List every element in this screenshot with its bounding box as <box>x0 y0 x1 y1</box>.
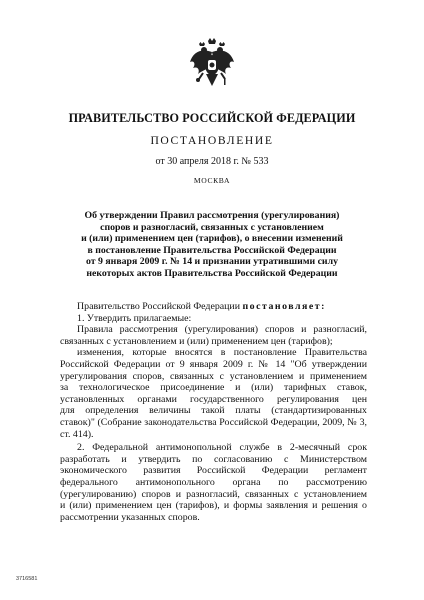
heading-line: некоторых актов Правительства Российской Федерации <box>86 267 338 279</box>
document-type: ПОСТАНОВЛЕНИЕ <box>150 134 274 147</box>
body-line: Правила рассмотрения (урегулирования) споров и разногласий, <box>77 324 367 336</box>
body-line: 2. Федеральной антимонопольной службе в 2-месячный срок <box>77 442 367 454</box>
intro-text: Правительство Российской Федерации <box>77 301 243 312</box>
body-line: изменения, которые вносятся в постановление Правительства <box>77 347 367 359</box>
body-line: урегулирования споров, связанных с установлением и применением <box>60 370 367 382</box>
body-line: за технологическое присоединение и (или) тарифных ставок, <box>60 382 367 394</box>
body-line: для определения величины такой платы (стандартизированных <box>60 405 367 417</box>
body-line: разработать и утвердить по согласованию с Министерством <box>60 453 367 465</box>
body-line: 1. Утвердить прилагаемые: <box>77 312 192 324</box>
document-heading <box>40 210 384 280</box>
intro-verb: постановляет: <box>242 301 326 312</box>
body-line: экономического развития Российской Федерации регламент <box>60 465 367 477</box>
emblem-icon <box>189 38 235 88</box>
body-line: связанных с установлением и (или) применением цен (тарифов); <box>60 335 333 347</box>
document-code: 3716581 <box>16 576 38 582</box>
body-line: федерального антимонопольного органа по рассмотрению <box>60 476 367 488</box>
heading-line: в постановление Правительства Российской Федерации <box>87 244 337 256</box>
body-line: ставок)" (Собрание законодательства Российской Федерации, 2009, № 3, <box>60 416 367 428</box>
intro-line <box>60 301 367 313</box>
body-line: Российской Федерации от 9 января 2009 г. № 14 "Об утверждении <box>60 358 367 370</box>
heading-line: Об утверждении Правил рассмотрения (урегулирования) <box>84 210 340 221</box>
heading-line: споров и разногласий, связанных с установлением <box>100 221 324 233</box>
body-line: и (или) применением цен (тарифов), и формы заявления и решения о <box>60 500 367 512</box>
heading-line: от 9 января 2009 г. № 14 и признании утратившими силу <box>86 256 338 268</box>
body-line: установленных органами государственного регулирования цен <box>60 393 367 405</box>
heading-line: и (или) применением цен (тарифов), о внесении изменений <box>81 233 343 245</box>
body-line: ст. 414). <box>60 428 94 440</box>
document-date-number: от 30 апреля 2018 г. № 533 <box>155 156 269 167</box>
government-title: ПРАВИТЕЛЬСТВО РОССИЙСКОЙ ФЕДЕРАЦИИ <box>68 111 356 125</box>
document-city: МОСКВА <box>193 176 231 185</box>
document-body <box>60 301 367 523</box>
body-line: рассмотрении указанных споров. <box>60 511 200 523</box>
body-line: (урегулированию) споров и разногласий, связанных с установлением <box>60 488 367 500</box>
